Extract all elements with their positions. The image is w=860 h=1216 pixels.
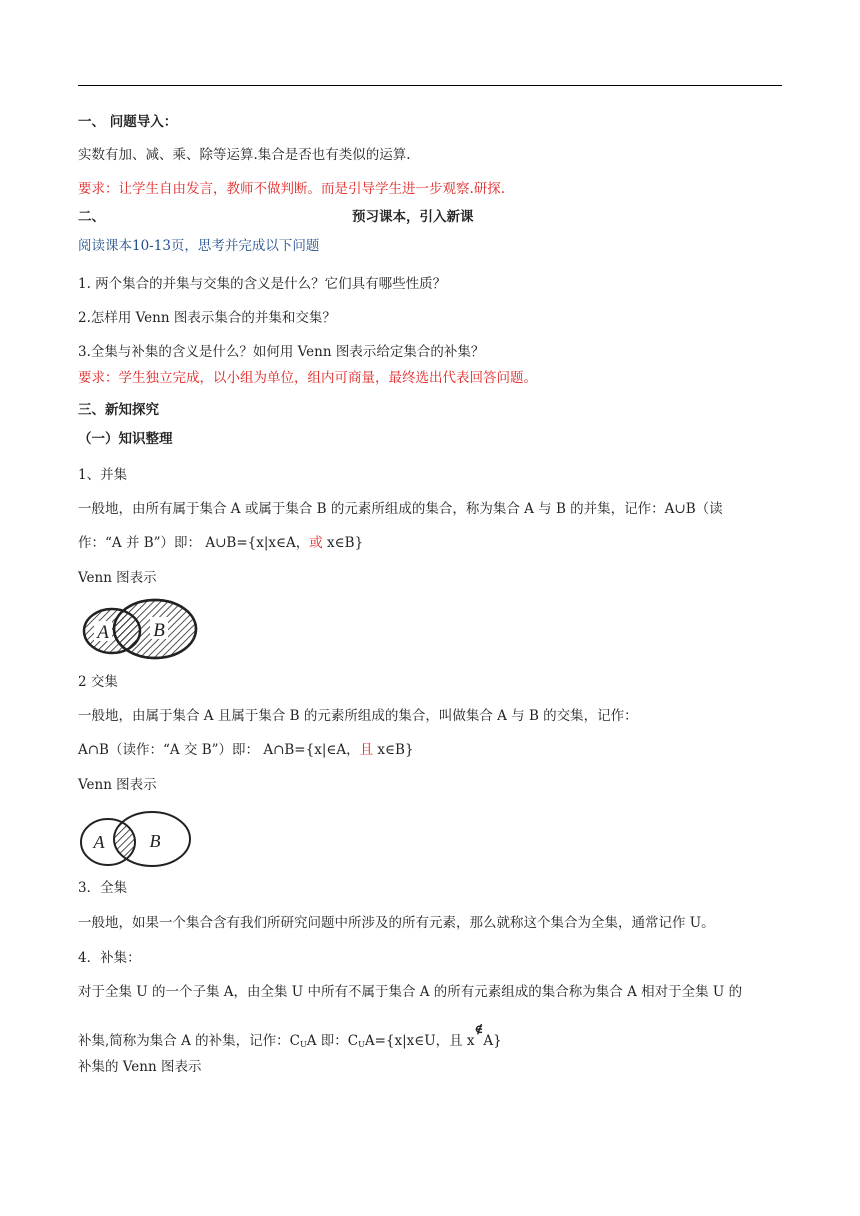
intersection-def-line2 <box>78 741 414 759</box>
intersection-venn-label: Venn 图表示 <box>78 777 157 793</box>
section2-requirement: 要求：学生独立完成，以小组为单位，组内可商量，最终选出代表回答问题。 <box>78 370 537 386</box>
complement-def-line2 <box>78 1022 502 1054</box>
complement-def-line2-b: A 即：C <box>306 1033 359 1049</box>
complement-title: 4．补集： <box>78 950 141 966</box>
section2-title: 预习课本，引入新课 <box>352 209 474 225</box>
union-venn-label: Venn 图表示 <box>78 570 157 586</box>
question-3: 3.全集与补集的含义是什么？如何用 Venn 图表示给定集合的补集？ <box>78 344 485 360</box>
header-rule <box>78 85 782 86</box>
union-def-line2-a: 作：“A 并 B”）即： A∪B={x|x∈A， <box>78 535 310 551</box>
union-def-line2 <box>78 534 363 552</box>
section1-text: 实数有加、减、乘、除等运算.集合是否也有类似的运算. <box>78 147 411 163</box>
complement-def-line2-d: A} <box>483 1033 502 1049</box>
intersection-def-line2-b: x∈B} <box>373 742 414 758</box>
section1-requirement: 要求：让学生自由发言，教师不做判断。而是引导学生进一步观察.研探. <box>78 181 506 197</box>
complement-sub-u-1: U <box>299 1040 307 1049</box>
question-1: 1. 两个集合的并集与交集的含义是什么？它们具有哪些性质？ <box>78 276 447 292</box>
complement-def-line2-c: A={x|x∈U，且 x <box>364 1033 475 1049</box>
intersection-venn-diagram <box>78 810 194 870</box>
union-def-line2-b: x∈B} <box>322 535 364 551</box>
complement-venn-label: 补集的 Venn 图表示 <box>78 1059 202 1075</box>
intersection-def-line1: 一般地，由属于集合 A 且属于集合 B 的元素所组成的集合，叫做集合 A 与 B 的交集，记作： <box>78 708 638 724</box>
union-title: 1、并集 <box>78 467 128 483</box>
intersection-label-b: B <box>149 831 161 851</box>
not-element-symbol: ∉ <box>474 1022 484 1036</box>
section3-heading: 三、新知探究 <box>78 402 159 418</box>
complement-def-line2-a: 补集,简称为集合 A 的补集，记作：C <box>78 1033 300 1049</box>
intersection-title: 2 交集 <box>78 674 118 690</box>
union-label-b: B <box>153 620 165 641</box>
universal-def: 一般地，如果一个集合含有我们所研究问题中所涉及的所有元素，那么就称这个集合为全集，通常记作 U。 <box>78 915 715 931</box>
intersection-def-line2-a: A∩B（读作：“A 交 B”）即： A∩B={x|∈A， <box>78 742 360 758</box>
union-label-a: A <box>97 622 109 643</box>
union-venn-diagram <box>80 597 200 661</box>
intersection-label-a: A <box>93 832 105 852</box>
union-or-keyword: 或 <box>309 535 323 551</box>
section2-reading: 阅读课本10-13页，思考并完成以下问题 <box>78 238 320 254</box>
complement-def-line1: 对于全集 U 的一个子集 A，由全集 U 中所有不属于集合 A 的所有元素组成的集合称为集合 A 相对于全集 U 的 <box>78 984 743 1000</box>
section3-subheading: （一）知识整理 <box>78 431 173 447</box>
universal-title: 3．全集 <box>78 880 128 896</box>
question-2: 2.怎样用 Venn 图表示集合的并集和交集？ <box>78 310 336 326</box>
intersection-and-keyword: 且 <box>359 742 374 758</box>
section1-heading: 一、 问题导入： <box>78 114 178 130</box>
complement-sub-u-2: U <box>358 1040 365 1049</box>
union-def-line1: 一般地，由所有属于集合 A 或属于集合 B 的元素所组成的集合，称为集合 A 与 B 的并集，记作：A∪B（读 <box>78 501 723 517</box>
section2-number: 二、 <box>78 209 105 225</box>
